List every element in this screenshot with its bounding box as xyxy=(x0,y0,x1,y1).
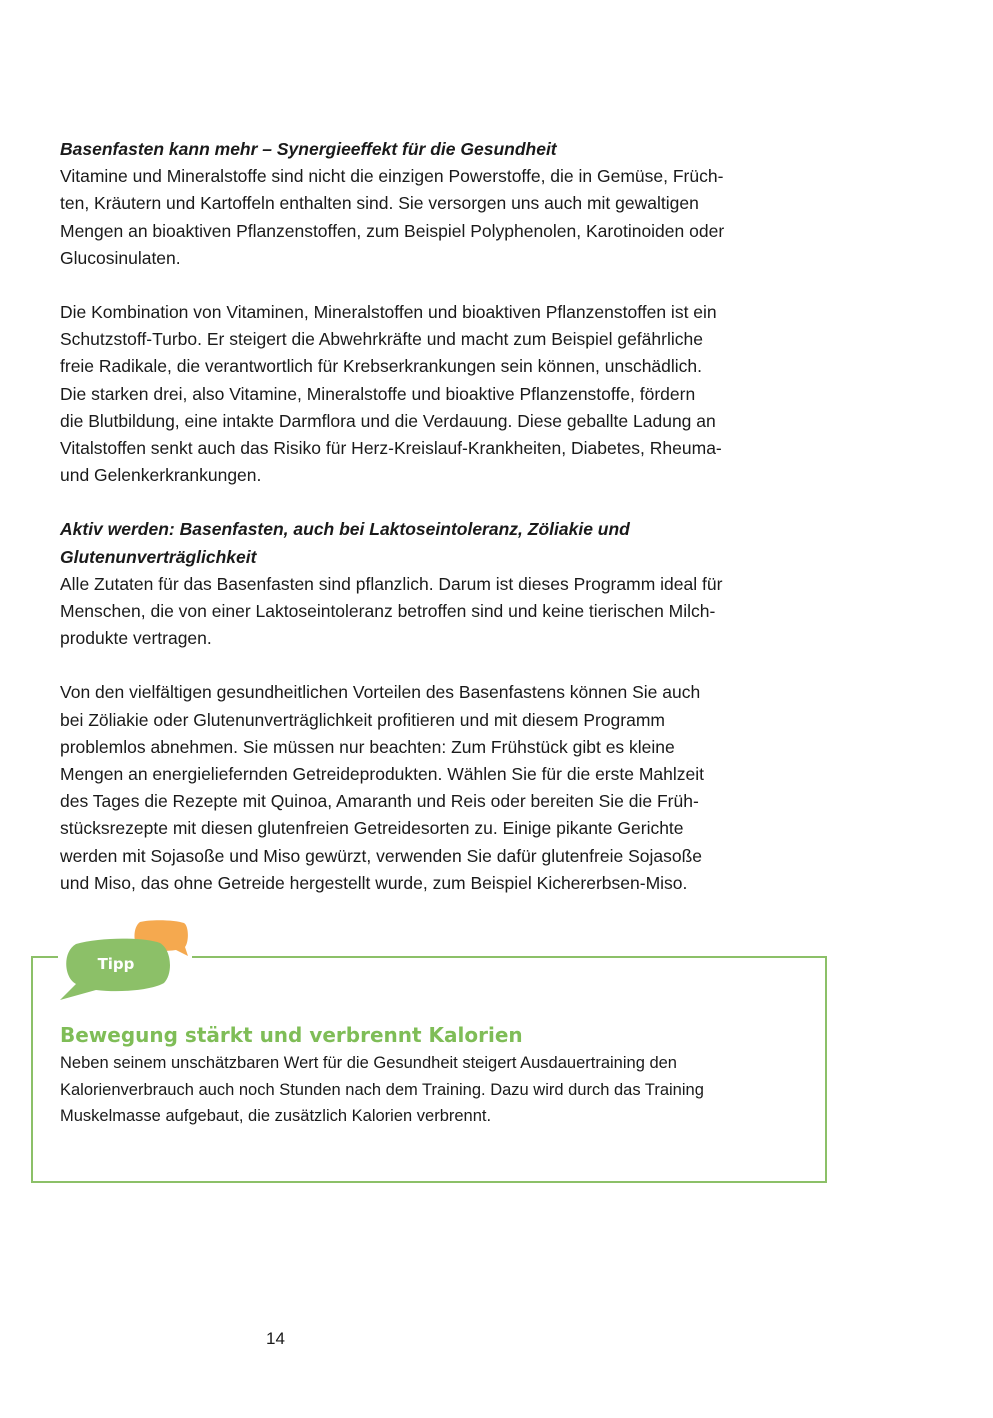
section-heading-aktiv-werden: Aktiv werden: Basenfasten, auch bei Laktoseintoleranz, Zöliakie und Glutenunverträglichkeit xyxy=(60,519,630,567)
paragraph-gap xyxy=(60,489,820,516)
paragraph-gap xyxy=(60,272,820,299)
paragraph-schutzstoff-turbo: Die Kombination von Vitaminen, Mineralstoffen und bioaktiven Pflanzenstoffen ist ein Schutzstoff-Turbo. Er steigert die Abwehrkräfte und macht zum Beispiel gefährliche freie Radikale, die verantwortlich für Krebserkrankungen sein können, unschädlich. Die starken drei, also Vitamine, Mineralstoffe und bioaktive Pflanzenstoffe, fördern die Blutbildung, eine intakte Darmflora und die Verdauung. Diese geballte Ladung an Vitalstoffen senkt auch das Risiko für Herz-Kreislauf-Krankheiten, Diabetes, Rheuma- und Gelenkerkrankungen. xyxy=(60,302,722,486)
main-text xyxy=(60,136,820,897)
paragraph-powerstoffe: Vitamine und Mineralstoffe sind nicht die einzigen Powerstoffe, die in Gemüse, Früch- ten, Kräutern und Kartoffeln enthalten sind. Sie versorgen uns auch mit gewaltigen Mengen an bioaktiven Pflanzenstoffen, zum Beispiel Polyphenolen, Karotinoiden oder Glucosinulaten. xyxy=(60,166,725,268)
tip-title: Bewegung stärkt und verbrennt Kalorien xyxy=(60,1023,523,1047)
paragraph-laktoseintoleranz: Alle Zutaten für das Basenfasten sind pflanzlich. Darum ist dieses Programm ideal für Menschen, die von einer Laktoseintoleranz betroffen sind und keine tierischen Milch- produkte vertragen. xyxy=(60,573,723,649)
paragraph-zoeliakie: Von den vielfältigen gesundheitlichen Vorteilen des Basenfastens können Sie auch bei Zöliakie oder Glutenunverträglichkeit profitieren und mit diesem Programm problemlos abnehmen. Sie müssen nur beachten: Zum Frühstück gibt es kleine Mengen an energieliefernden Getreideprodukten. Wählen Sie für die erste Mahlzeit des Tages die Rezepte mit Quinoa, Amaranth und Reis oder bereiten Sie die Früh- stücksrezepte mit diesen glutenfreien Getreidesorten zu. Einige pikante Gerichte werden mit Sojasoße und Miso gewürzt, verwenden Sie dafür glutenfreie Sojasoße und Miso, das ohne Getreide hergestellt wurde, zum Beispiel Kichererbsen-Miso. xyxy=(60,682,704,893)
section-heading-synergy: Basenfasten kann mehr – Synergieeffekt für die Gesundheit xyxy=(60,139,557,159)
tip-text: Neben seinem unschätzbaren Wert für die Gesundheit steigert Ausdauertraining den Kalorienverbrauch auch noch Stunden nach dem Training. Dazu wird durch das Training Muskelmasse aufgebaut, die zusätzlich Kalorien verbrennt. xyxy=(60,1054,704,1125)
paragraph-gap xyxy=(60,652,820,679)
tip-label: Tipp xyxy=(97,955,135,973)
page-number: 14 xyxy=(266,1329,285,1348)
